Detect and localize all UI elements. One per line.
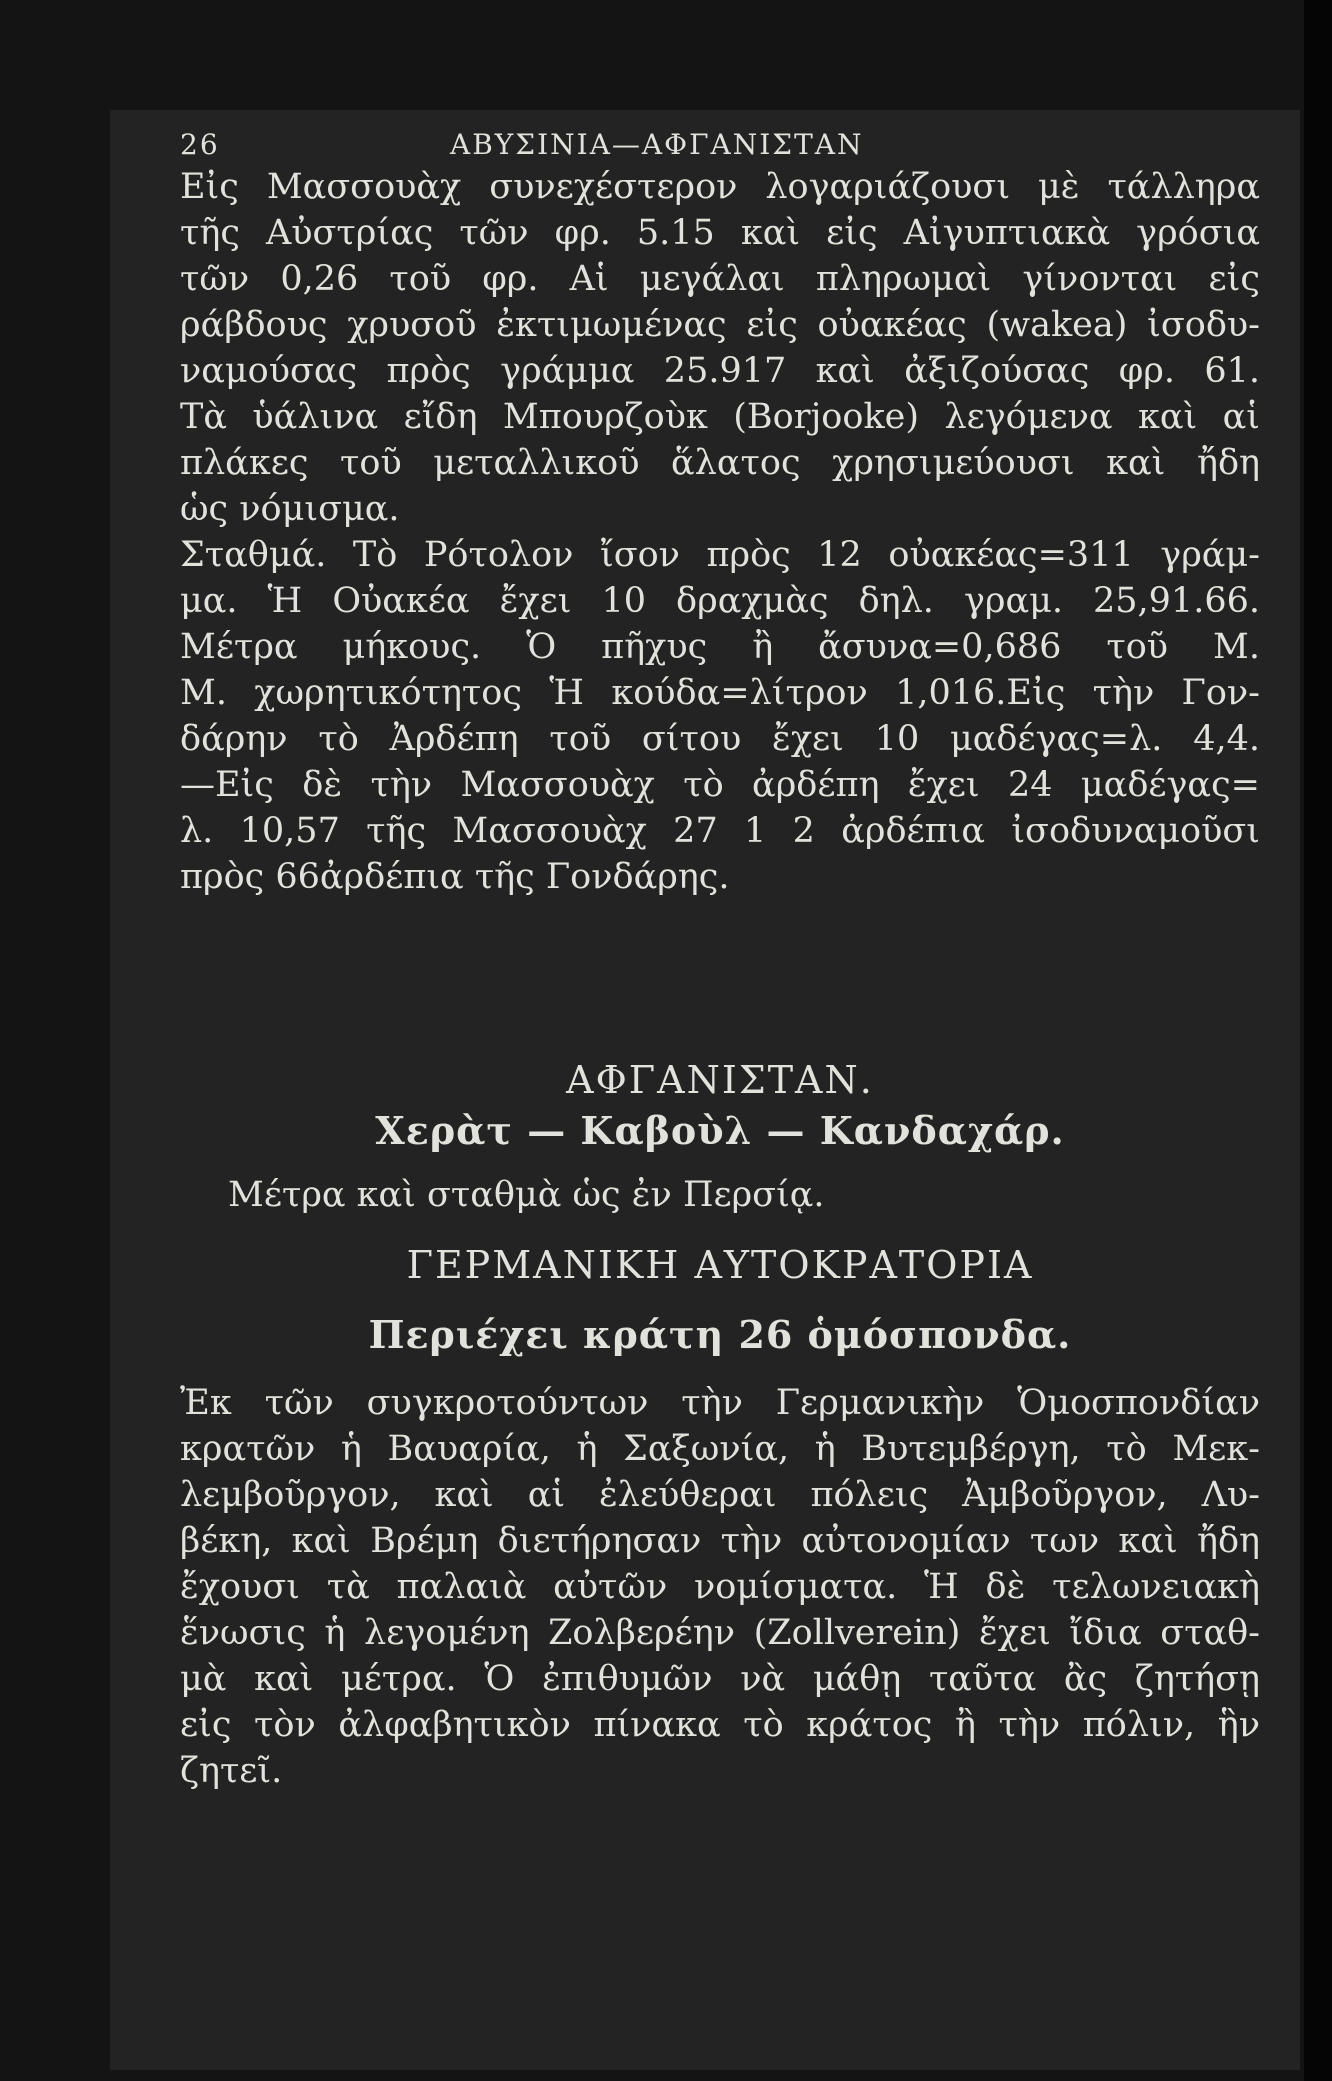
afghanistan-cities: Χερὰτ — Καβοὺλ — Κανδαχάρ.: [375, 1108, 1065, 1153]
text-line: Σταθμά. Τὸ Ρότολον ἴσον πρὸς 12 οὐακέας=311 γράμ-: [180, 535, 1260, 575]
text-line: βέκη, καὶ Βρέμη διετήρησαν τὴν αὐτονομίαν των καὶ ἤδη: [180, 1521, 1260, 1561]
text-line: ράβδους χρυσοῦ ἐκτιμωμένας εἰς οὐακέας (wakea) ἰσοδυ-: [180, 305, 1260, 345]
abyssinia-paragraph: [180, 164, 1260, 900]
text-line: τῶν 0,26 τοῦ φρ. Αἱ μεγάλαι πληρωμαὶ γίνονται εἰς: [180, 259, 1260, 299]
text-line: κρατῶν ἡ Βαυαρία, ἡ Σαξωνία, ἡ Βυτεμβέργη, τὸ Μεκ-: [180, 1429, 1260, 1469]
text-line: —Εἰς δὲ τὴν Μασσουὰχ τὸ ἀρδέπη ἔχει 24 μαδέγας=: [180, 765, 1260, 805]
text-line: Ἐκ τῶν συγκροτούντων τὴν Γερμανικὴν Ὁμοσπονδίαν: [180, 1383, 1260, 1423]
running-title: ΑΒΥΣΙΝΙΑ—ΑΦΓΑΝΙΣΤΑΝ: [450, 128, 864, 161]
text-line: πρὸς 66ἀρδέπια τῆς Γονδάρης.: [180, 857, 730, 897]
text-line: εἰς τὸν ἀλφαβητικὸν πίνακα τὸ κράτος ἢ τὴν πόλιν, ἣν: [180, 1705, 1260, 1745]
text-line: λεμβοῦργον, καὶ αἱ ἐλεύθεραι πόλεις Ἀμβοῦργον, Λυ-: [180, 1475, 1260, 1515]
text-line: δάρην τὸ Ἀρδέπη τοῦ σίτου ἔχει 10 μαδέγας=λ. 4,4.: [180, 719, 1260, 759]
text-line: μα. Ἡ Οὐακέα ἔχει 10 δραχμὰς δηλ. γραμ. 25,91.66.: [180, 581, 1260, 621]
text-line: Τὰ ὑάλινα εἴδη Μπουρζοὺκ (Borjooke) λεγόμενα καὶ αἱ: [180, 397, 1260, 437]
text-line: Εἰς Μασσουὰχ συνεχέστερον λογαριάζουσι μὲ τάλληρα: [180, 167, 1260, 207]
page-header: [180, 128, 1260, 168]
text-line: ναμούσας πρὸς γράμμα 25.917 καὶ ἀξιζούσας φρ. 61.: [180, 351, 1260, 391]
afghanistan-heading: ΑΦΓΑΝΙΣΤΑΝ.: [566, 1058, 874, 1102]
text-line: μὰ καὶ μέτρα. Ὁ ἐπιθυμῶν νὰ μάθῃ ταῦτα ἂς ζητήσῃ: [180, 1659, 1260, 1699]
germany-subheading: Περιέχει κράτη 26 ὁμόσπονδα.: [368, 1312, 1072, 1357]
text-line: τῆς Αὐστρίας τῶν φρ. 5.15 καὶ εἰς Αἰγυπτιακὰ γρόσια: [180, 213, 1260, 253]
text-line: Μέτρα μήκους. Ὁ πῆχυς ἢ ἄσυνα=0,686 τοῦ Μ.: [180, 627, 1260, 667]
afghanistan-text: Μέτρα καὶ σταθμὰ ὡς ἐν Περσίᾳ.: [228, 1175, 825, 1215]
book-binding-edge: [1304, 0, 1332, 2081]
text-line: ζητεῖ.: [180, 1751, 283, 1791]
germany-paragraph: [180, 1380, 1260, 1794]
text-line: πλάκες τοῦ μεταλλικοῦ ἅλατος χρησιμεύουσι καὶ ἤδη: [180, 443, 1260, 483]
germany-heading: ΓΕΡΜΑΝΙΚΗ ΑΥΤΟΚΡΑΤΟΡΙΑ: [406, 1243, 1034, 1287]
page-number: 26: [180, 128, 220, 161]
text-line: λ. 10,57 τῆς Μασσουὰχ 27 1 2 ἀρδέπια ἰσοδυναμοῦσι: [180, 811, 1260, 851]
text-line: Μ. χωρητικότητος Ἡ κούδα=λίτρον 1,016.Εἰς τὴν Γον-: [180, 673, 1260, 713]
text-line: ὡς νόμισμα.: [180, 489, 400, 529]
text-line: ἕνωσις ἡ λεγομένη Ζολβερέην (Zollverein) ἔχει ἴδια σταθ-: [180, 1613, 1260, 1653]
text-line: ἔχουσι τὰ παλαιὰ αὐτῶν νομίσματα. Ἡ δὲ τελωνειακὴ: [180, 1567, 1260, 1607]
